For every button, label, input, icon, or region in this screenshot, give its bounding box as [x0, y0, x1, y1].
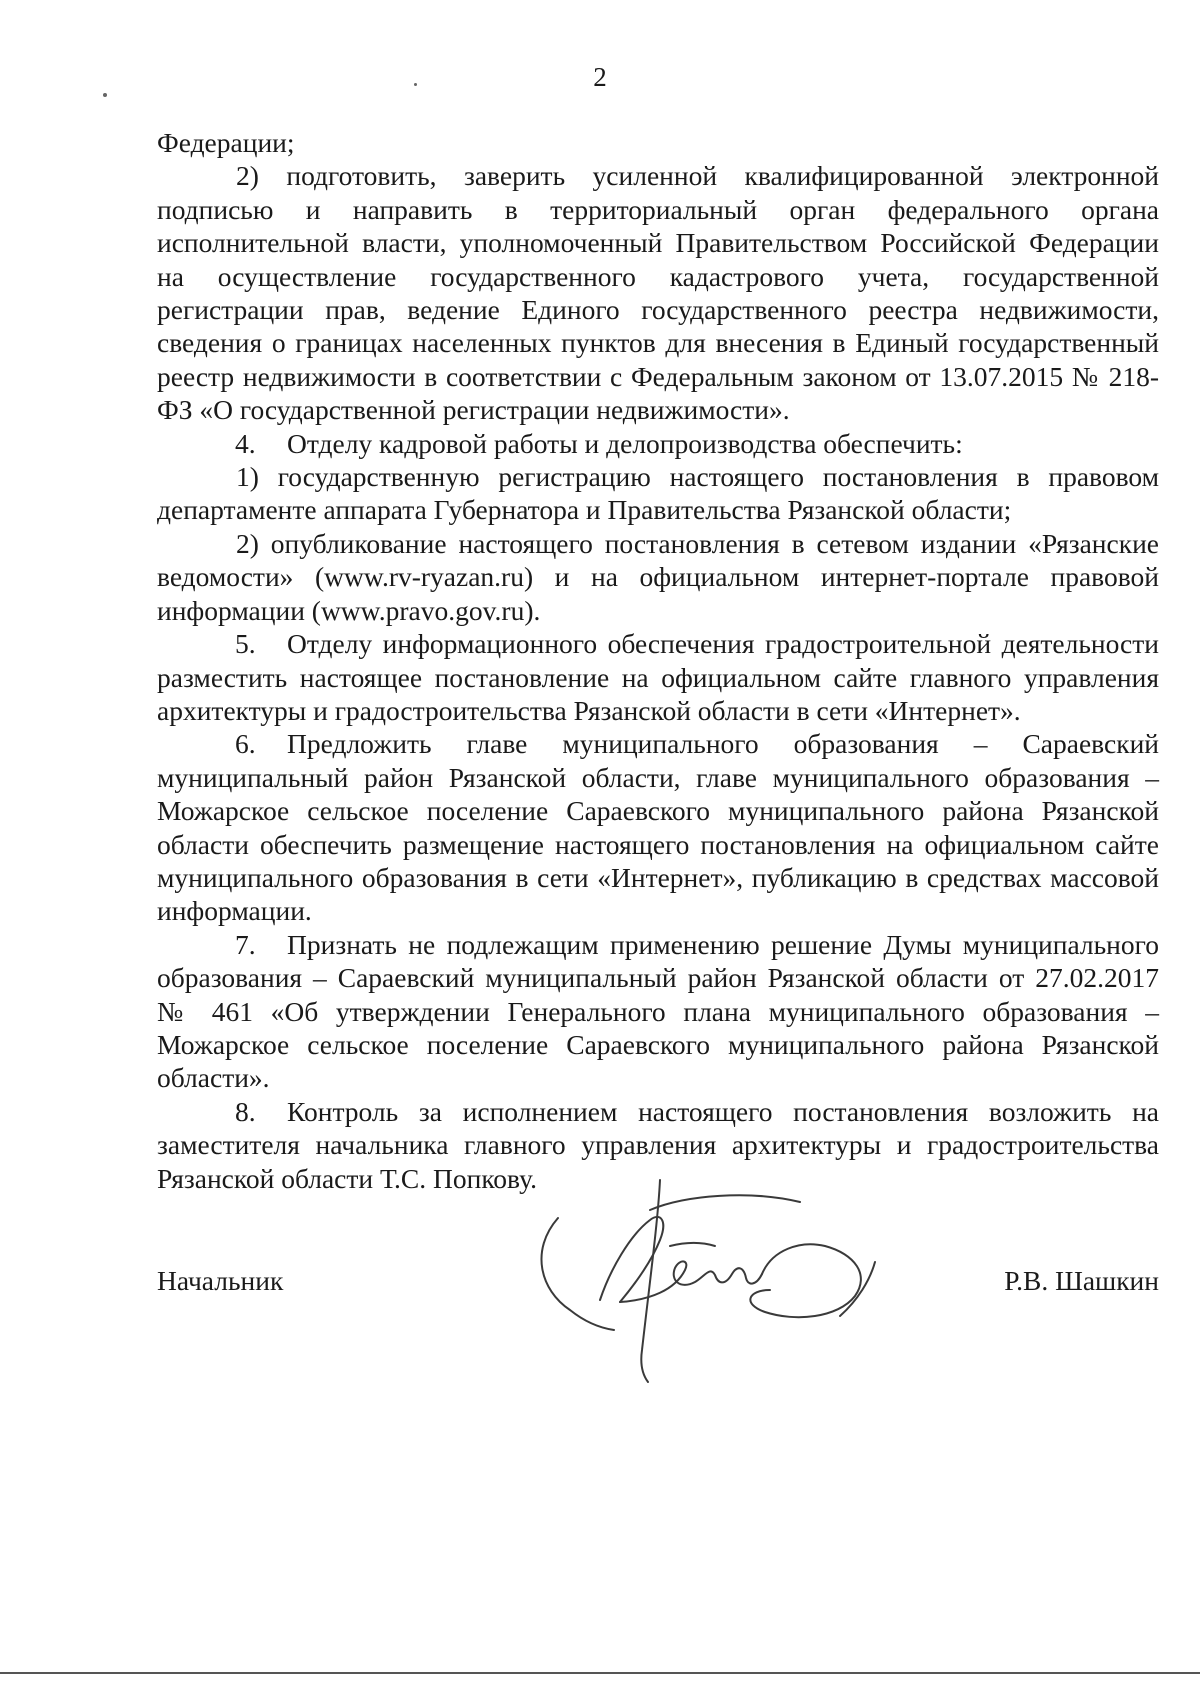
paragraph-item-7	[157, 928, 1159, 1095]
item-number: 7.	[235, 928, 256, 960]
item-number: 6.	[235, 728, 256, 760]
item-text: Отделу информационного обеспечения градостроительной деятельности разместить настоящее постановление на официальном сайте главного управления архитектуры и градостроительства Рязанской области в сети «Интернет».	[157, 628, 1159, 726]
item-number: 4.	[235, 427, 256, 459]
item-text: Предложить главе муниципального образования – Сараевский муниципальный район Рязанской области, главе муниципального образования – Можарское сельское поселение Сараевского муниципального района Рязанской области обеспечить размещение настоящего постановления на официальном сайте муниципального образования в сети «Интернет», публикацию в средствах массовой информации.	[157, 728, 1159, 927]
paragraph-item-4	[157, 427, 1159, 460]
scan-edge-line	[0, 1672, 1200, 1674]
signature-block	[157, 1264, 1159, 1304]
scan-speck	[414, 83, 417, 86]
paragraph-subitem: 2) подготовить, заверить усиленной квалифицированной электронной подписью и направить в территориальный орган федерального органа исполнительной власти, уполномоченный Правительством Российской Федерации на осуществление государственного кадастрового учета, государственной регистрации прав, ведение Единого государственного реестра недвижимости, сведения о границах населенных пунктов для внесения в Единый государственный реестр недвижимости в соответствии с Федеральным законом от 13.07.2015 № 218-ФЗ «О государственной регистрации недвижимости».	[157, 160, 1159, 426]
item-number: 8.	[235, 1095, 256, 1127]
paragraph-subitem: 2) опубликование настоящего постановления в сетевом издании «Рязанские ведомости» (www.rv-ryazan.ru) и на официальном интернет-портале правовой информации (www.pravo.gov.ru).	[157, 527, 1159, 626]
signatory-name: Р.В. Шашкин	[1004, 1265, 1159, 1296]
paragraph-item-5	[157, 627, 1159, 727]
item-number: 5.	[235, 628, 256, 660]
paragraph-item-6	[157, 727, 1159, 927]
item-text: Контроль за исполнением настоящего постановления возложить на заместителя начальника главного управления архитектуры и градостроительства Рязанской области Т.С. Попкову.	[157, 1095, 1159, 1194]
document-body	[157, 126, 1159, 1195]
item-text: Признать не подлежащим применению решение Думы муниципального образования – Сараевский муниципальный район Рязанской области от 27.02.2017 № 461 «Об утверждении Генерального плана муниципального образования – Можарское сельское поселение Сараевского муниципального района Рязанской области».	[157, 928, 1159, 1094]
paragraph-subitem: 1) государственную регистрацию настоящего постановления в правовом департаменте аппарата Губернатора и Правительства Рязанской области;	[157, 461, 1159, 526]
paragraph-continuation: Федерации;	[157, 127, 295, 158]
page-number: 2	[593, 62, 607, 92]
scan-speck	[103, 93, 107, 97]
item-text: Отделу кадровой работы и делопроизводства обеспечить:	[287, 427, 963, 459]
signatory-title: Начальник	[157, 1265, 284, 1296]
